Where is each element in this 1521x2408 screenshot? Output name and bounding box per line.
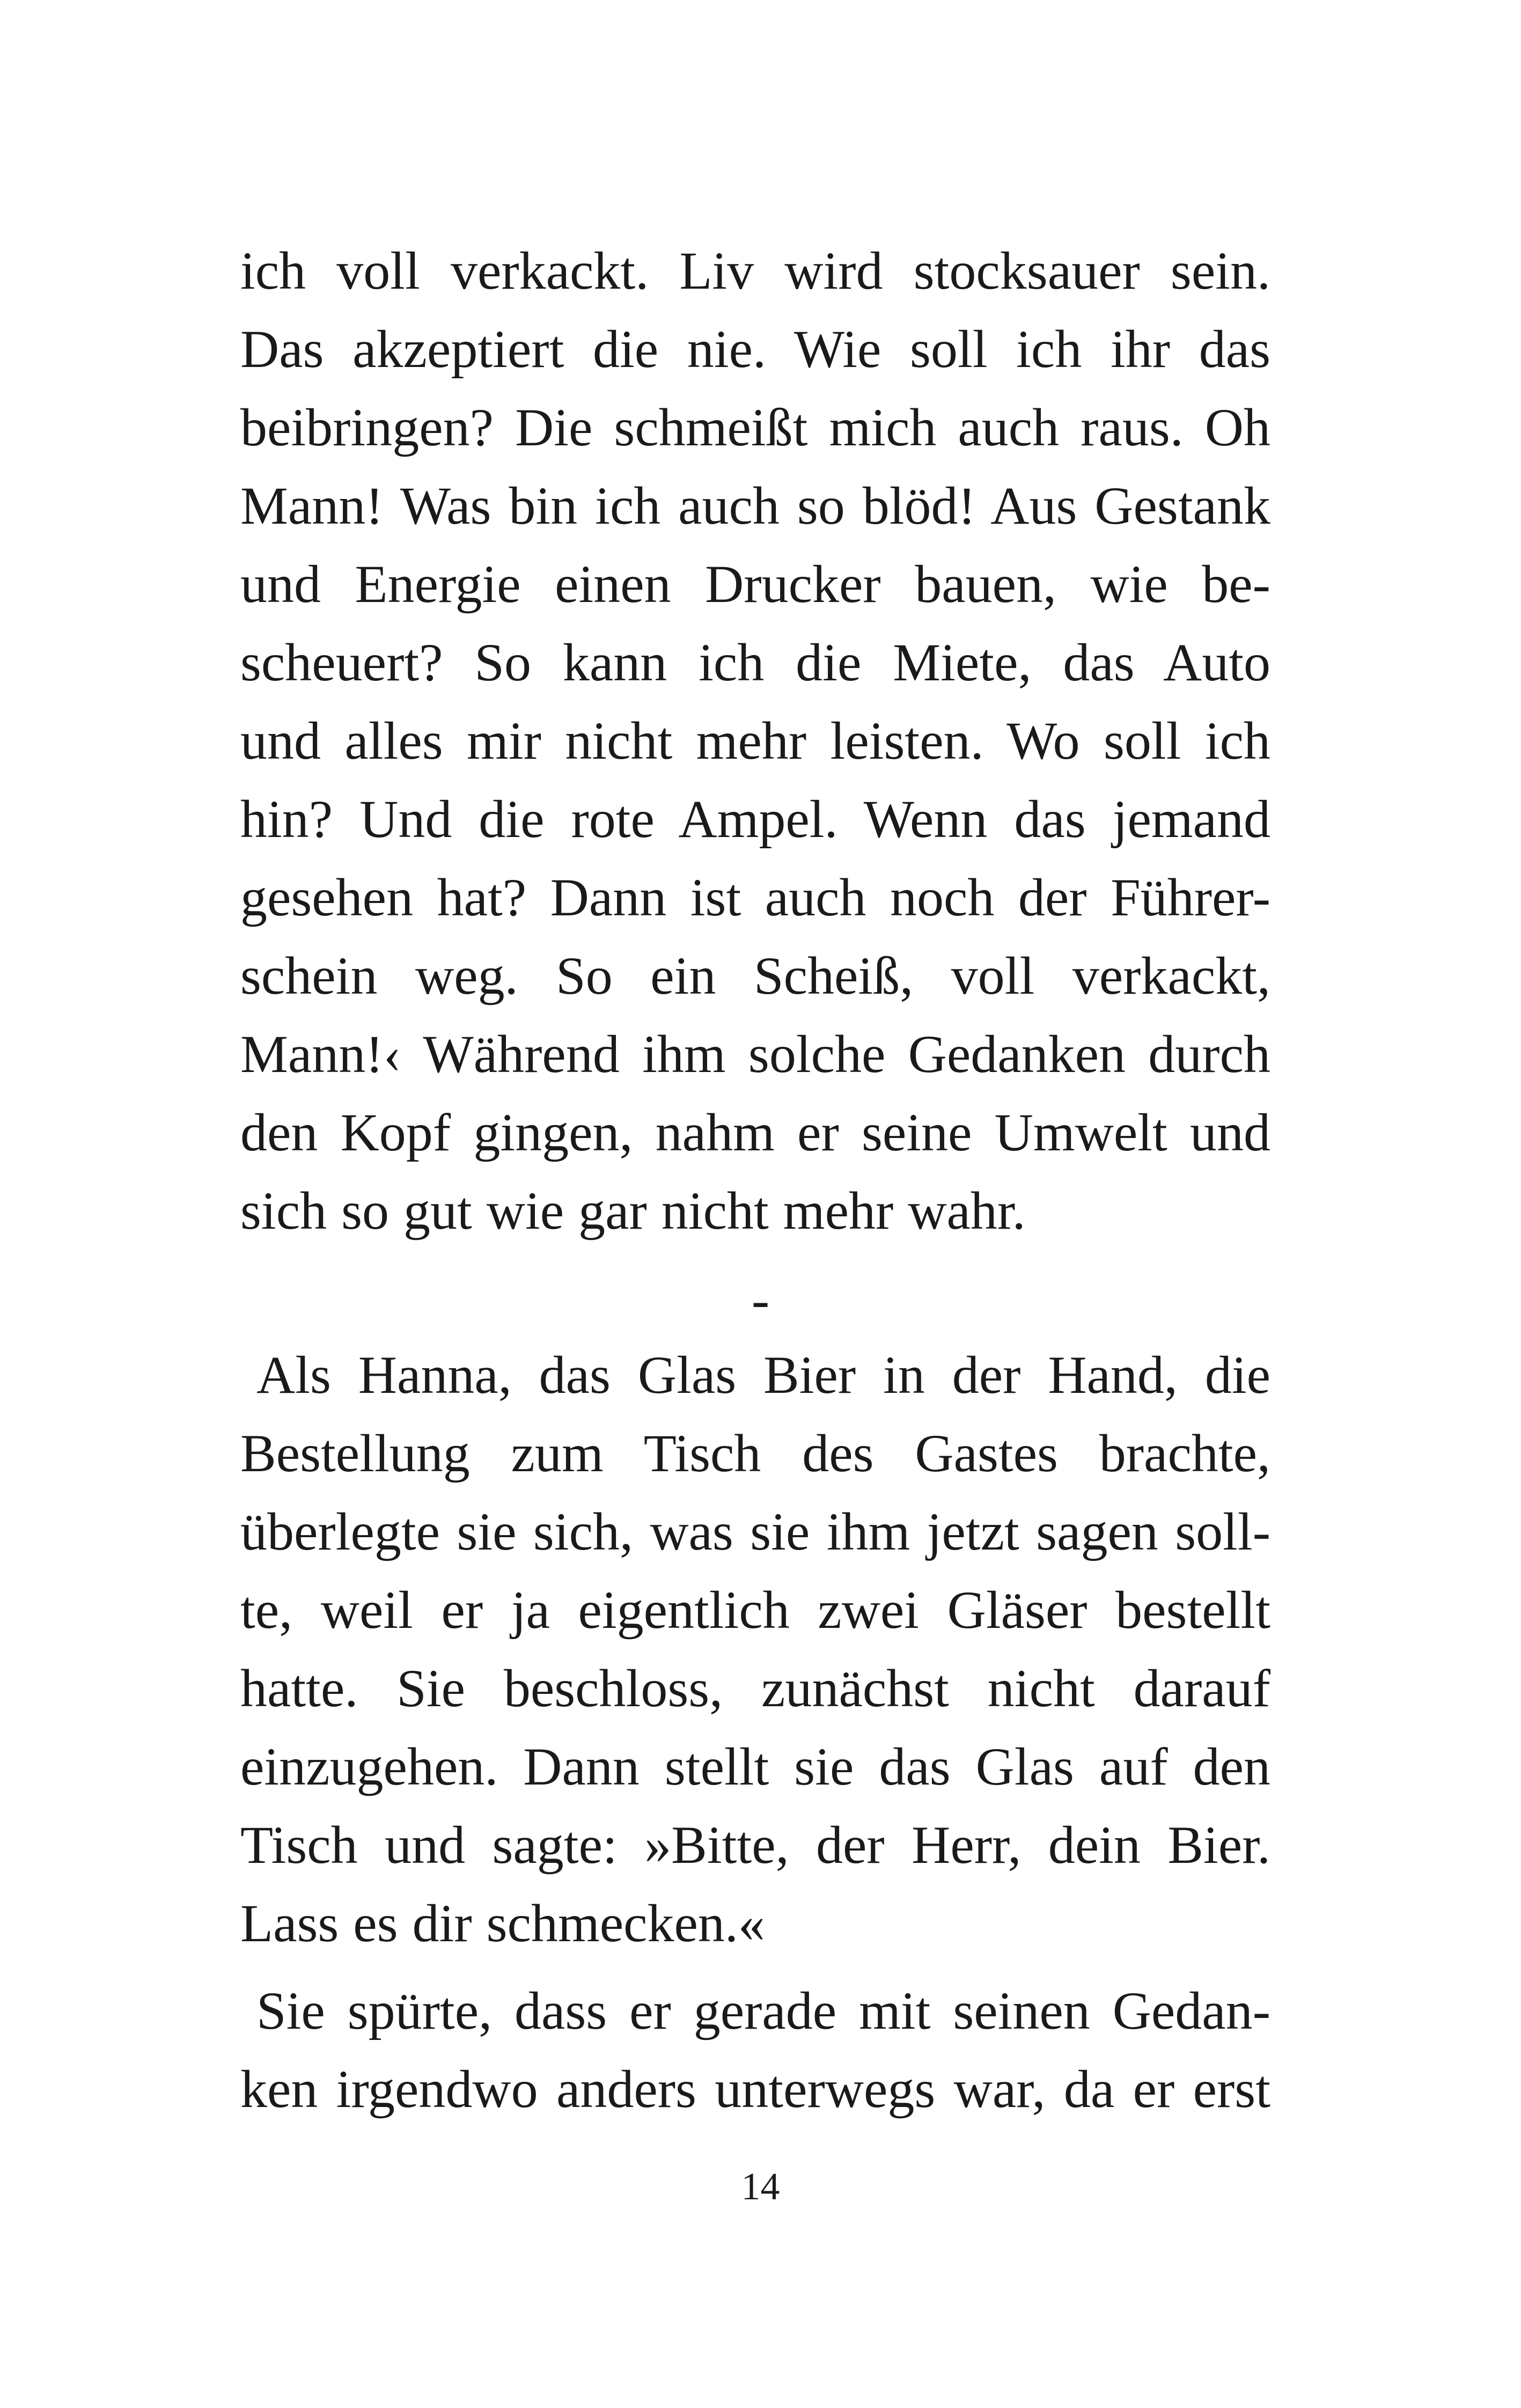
text-line: Mann! Was bin ich auch so blöd! Aus Gestank xyxy=(240,476,1270,535)
text-line: sich so gut wie gar nicht mehr wahr. xyxy=(240,1181,1026,1240)
paragraph-1 xyxy=(240,232,1270,1250)
text-line: scheuert? So kann ich die Miete, das Auto xyxy=(240,633,1270,692)
text-line: und alles mir nicht mehr leisten. Wo soll ich xyxy=(240,711,1270,770)
paragraph-3 xyxy=(240,1972,1270,2128)
section-separator: - xyxy=(751,1270,770,1330)
text-line: und Energie einen Drucker bauen, wie be- xyxy=(240,554,1270,614)
text-line: hatte. Sie beschloss, zunächst nicht darauf xyxy=(240,1658,1270,1718)
text-line: beibringen? Die schmeißt mich auch raus. Oh xyxy=(240,398,1270,457)
text-line: einzugehen. Dann stellt sie das Glas auf den xyxy=(240,1737,1270,1796)
text-line: Als Hanna, das Glas Bier in der Hand, die xyxy=(256,1345,1270,1405)
text-line: Sie spürte, dass er gerade mit seinen Gedan- xyxy=(256,1981,1270,2040)
text-line: Das akzeptiert die nie. Wie soll ich ihr das xyxy=(240,319,1270,379)
text-line: hin? Und die rote Ampel. Wenn das jemand xyxy=(240,789,1270,849)
text-line: ken irgendwo anders unterwegs war, da er erst xyxy=(240,2059,1270,2119)
text-line: überlegte sie sich, was sie ihm jetzt sagen soll- xyxy=(240,1502,1270,1561)
text-line: den Kopf gingen, nahm er seine Umwelt und xyxy=(240,1103,1270,1162)
text-line: Mann!‹ Während ihm solche Gedanken durch xyxy=(240,1024,1270,1084)
text-line: Bestellung zum Tisch des Gastes brachte, xyxy=(240,1423,1270,1483)
paragraph-2 xyxy=(240,1336,1270,1963)
page-number: 14 xyxy=(741,2165,780,2208)
text-line: gesehen hat? Dann ist auch noch der Führer- xyxy=(240,868,1270,927)
text-line: Lass es dir schmecken.« xyxy=(240,1893,765,1953)
text-line: ich voll verkackt. Liv wird stocksauer sein. xyxy=(240,241,1270,300)
text-line: Tisch und sagte: »Bitte, der Herr, dein Bier. xyxy=(240,1815,1270,1875)
text-line: schein weg. So ein Scheiß, voll verkackt, xyxy=(240,946,1270,1005)
text-line: te, weil er ja eigentlich zwei Gläser bestellt xyxy=(240,1580,1270,1640)
